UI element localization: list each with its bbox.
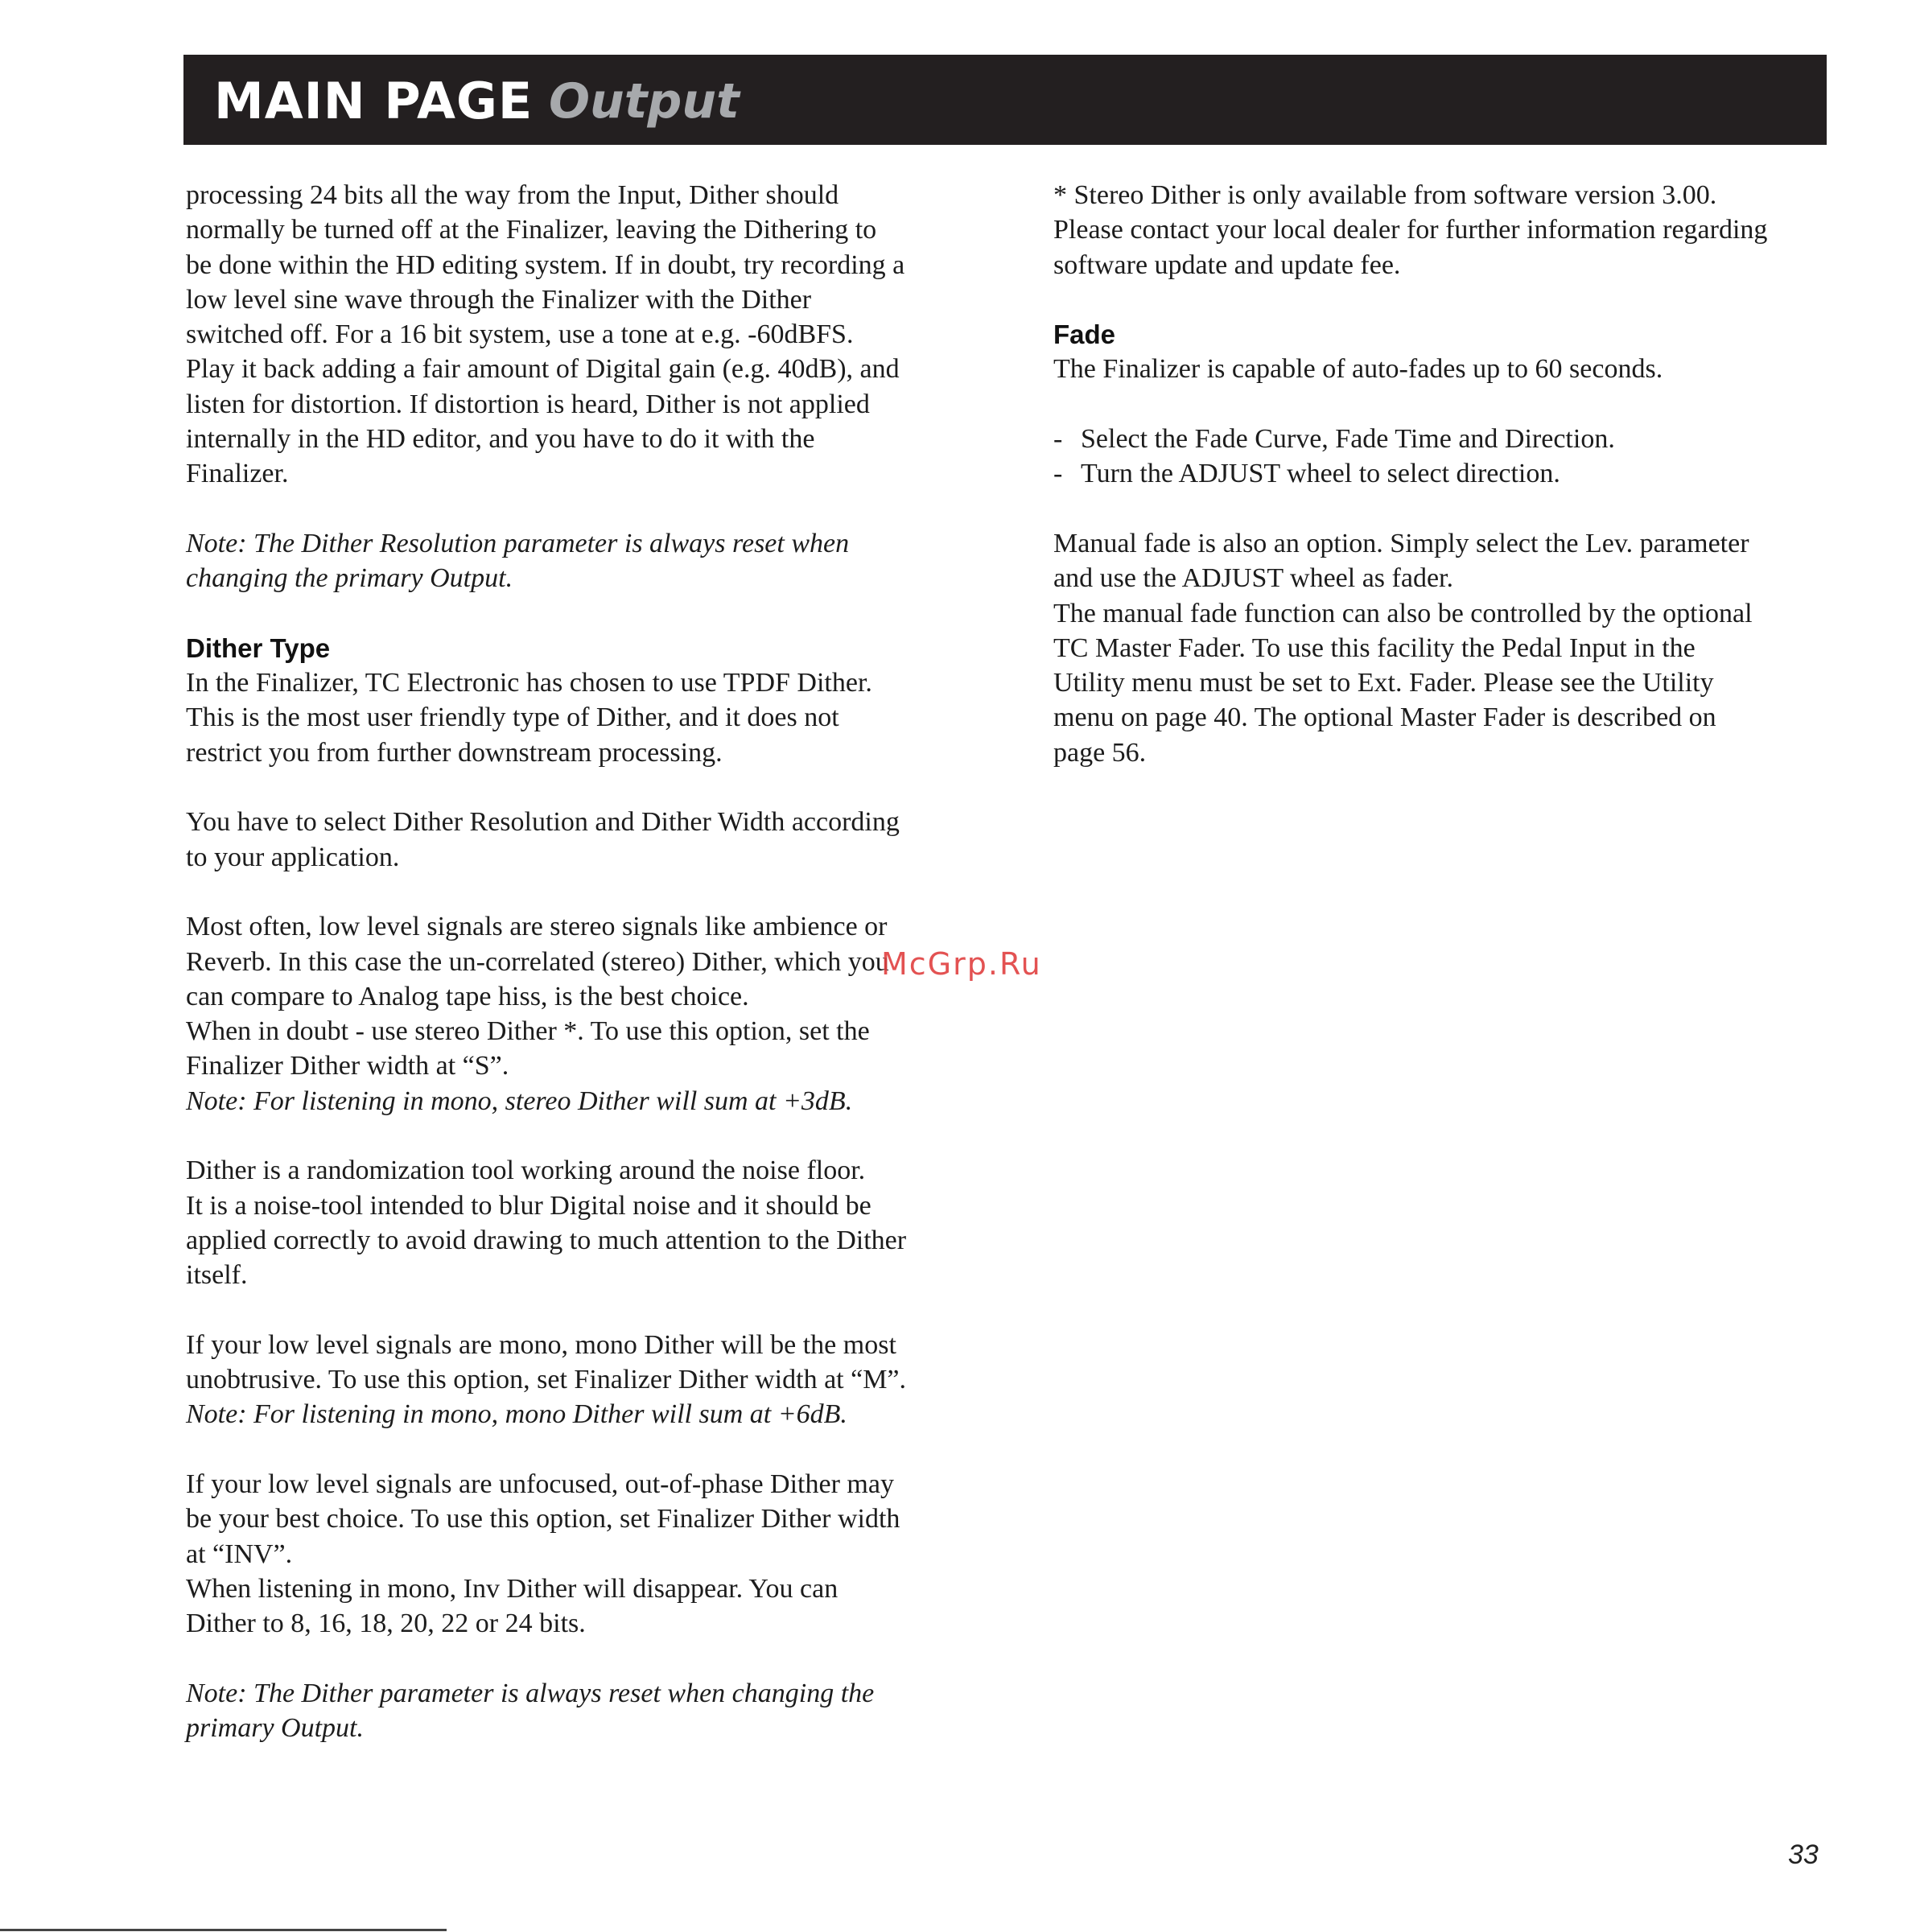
list-dash: - (1053, 459, 1063, 489)
list-item-text: Turn the ADJUST wheel to select direction. (1081, 459, 1560, 489)
intro-paragraph: processing 24 bits all the way from the Input, Dither should normally be turned off at the Finalizer, leaving the Dithering to be done within the HD editing system. If in doubt, try recording a low level sine wave through the Finalizer with the Dither switched off. For a 16 bit system, use a tone at e.g. -60dBFS. Play it back adding a fair amount of Digital gain (e.g. 40dB), and listen for distortion. If distortion is heard, Dither is not applied internally in the HD editor, and you have to do it with the Finalizer. (186, 180, 905, 489)
heading-fade: Fade (1053, 319, 1116, 350)
right-column (1053, 178, 1838, 770)
paragraph-tpdf: In the Finalizer, TC Electronic has chosen to use TPDF Dither. This is the most user friendly type of Dither, and it does not restrict you from further downstream processing. (186, 668, 872, 768)
paragraph-inv-dither: If your low level signals are unfocused, out-of-phase Dither may be your best choice. To use this option, set Finalizer Dither width at “INV”. When listening in mono, Inv Dither will disappear. You can Dither to 8, 16, 18, 20, 22 or 24 bits. (186, 1469, 900, 1639)
list-dash: - (1053, 424, 1063, 455)
page-title: MAIN PAGE (214, 72, 534, 130)
paragraph-auto-fade: The Finalizer is capable of auto-fades up to 60 seconds. (1053, 354, 1663, 385)
paragraph-mono-dither: If your low level signals are mono, mono Dither will be the most unobtrusive. To use this option, set Finalizer Dither width at “M”. (186, 1329, 907, 1395)
bottom-divider (0, 1929, 447, 1931)
note-dither-reset: Note: The Dither parameter is always reset when changing the primary Output. (186, 1678, 875, 1744)
list-item (1053, 456, 1838, 491)
left-column (186, 178, 983, 1745)
page-number: 33 (1788, 1839, 1819, 1870)
footnote-stereo-dither: * Stereo Dither is only available from software version 3.00. Please contact your local dealer for further information regarding software update and update fee. (1053, 180, 1768, 280)
paragraph-randomization: Dither is a randomization tool working around the noise floor. It is a noise-tool intended to blur Digital noise and it should be applied correctly to avoid drawing to much attention to the Dither itself. (186, 1155, 907, 1291)
list-item-text: Select the Fade Curve, Fade Time and Direction. (1081, 424, 1615, 455)
watermark: McGrp.Ru (881, 946, 1042, 982)
list-item (1053, 422, 1838, 456)
paragraph-select-resolution: You have to select Dither Resolution and Dither Width according to your application. (186, 807, 900, 872)
paragraph-manual-fade: Manual fade is also an option. Simply select the Lev. parameter and use the ADJUST wheel as fader. The manual fade function can also be controlled by the optional TC Master Fader. To use this facility the Pedal Input in the Utility menu must be set to Ext. Fader. Please see the Utility menu on page 40. The optional Master Fader is described on page 56. (1053, 528, 1753, 768)
note-mono-sum: Note: For listening in mono, mono Dither will sum at +6dB. (186, 1399, 847, 1430)
note-dither-resolution: Note: The Dither Resolution parameter is always reset when changing the primary Output. (186, 528, 850, 594)
heading-dither-type: Dither Type (186, 632, 331, 663)
fade-steps-list (1053, 422, 1838, 492)
page-subtitle: Output (549, 73, 740, 130)
note-stereo-sum: Note: For listening in mono, stereo Dither will sum at +3dB. (186, 1085, 853, 1116)
page-header (183, 55, 1827, 145)
paragraph-stereo-dither: Most often, low level signals are stereo signals like ambience or Reverb. In this case the un-correlated (stereo) Dither, which you can compare to Analog tape hiss, is the best choice. When in doubt - use stereo Dither *. To use this option, set the Finalizer Dither width at “S”. (186, 912, 889, 1081)
